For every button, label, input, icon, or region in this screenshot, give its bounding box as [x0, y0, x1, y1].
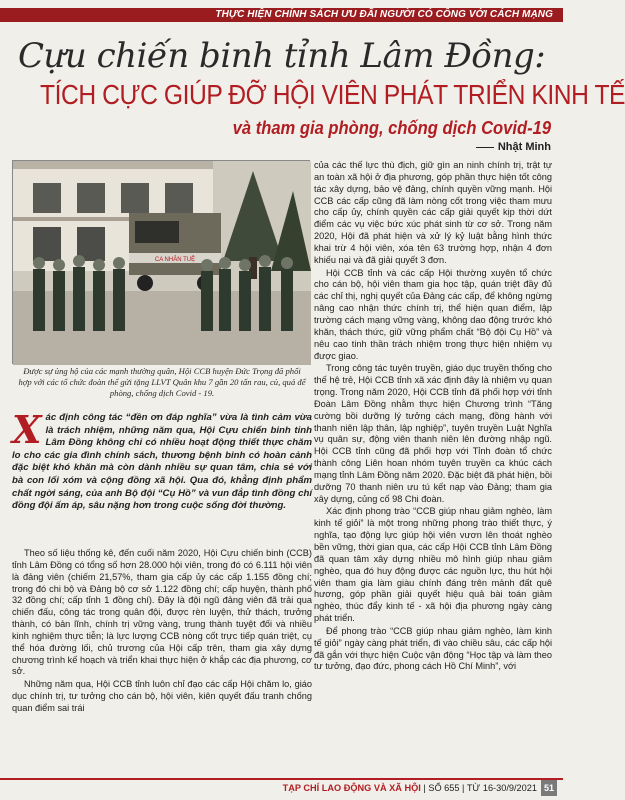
body-column-right [314, 160, 552, 674]
footer-text: TẠP CHÍ LAO ĐỘNG VÀ XÃ HỘI | SỐ 655 | TỪ 16-30/9/2021 [282, 783, 537, 793]
section-header [0, 0, 563, 26]
lead-text: ác định công tác “đền ơn đáp nghĩa” vừa là tình cảm vừa là trách nhiệm, những năm qua, Hội Cựu chiến binh tỉnh Lâm Đồng không chỉ có nhiều hoạt động thiết thực chăm lo cho các gia đình chính sách, thương bệnh binh có hoàn cảnh đặc biệt khó khăn mà còn dành nhiều sự quan tâm, chia sẻ với bà con lối xóm và cộng đồng xã hội. Qua đó, khẳng định phẩm chất ngời sáng, của anh Bộ đội “Cụ Hồ” và vun đắp tình đồng chí đồng đội ấm áp, sâu nặng hơn trong cuộc sống đời thường. [12, 412, 312, 512]
article-kicker: Cựu chiến binh tỉnh Lâm Đồng: [18, 36, 546, 76]
truck-sign-text: CA NHÂN TUỆ [154, 257, 196, 263]
page-footer [0, 775, 563, 800]
issue-info: SỐ 655 | TỪ 16-30/9/2021 [428, 783, 537, 793]
lead-dropcap: X [12, 407, 42, 452]
article-lead [12, 407, 312, 513]
body-paragraph: Xác định phong trào “CCB giúp nhau giảm nghèo, làm kinh tế giỏi” là một trong những phong trào thiết thực, ý nghĩa, tạo động lực giúp hội viên vươn lên thoát nghèo bền vững, thời gian qua, các cấp Hội CCB tỉnh Lâm Đồng đã quan tâm xây dựng nhiều mô hình giúp nhau giảm nghèo, qua đó huy động được các nguồn lực, thu hút hội viên tham gia làm giàu chính đáng trên mảnh đất quê hương, góp phần giải quyết hiệu quả bài toán giảm nghèo, thúc đẩy kinh tế - xã hội địa phương ngày càng phát triển. [314, 506, 552, 624]
section-label: THỰC HIỆN CHÍNH SÁCH ƯU ĐÃI NGƯỜI CÓ CÔNG VỚI CÁCH MẠNG [215, 9, 553, 20]
body-paragraph: Trong công tác tuyên truyền, giáo dục truyền thống cho thế hệ trẻ, Hội CCB tỉnh xã xác định đây là nhiệm vụ quan trọng. Trong năm 2020, Hội CCB tỉnh đã phối hợp với tỉnh Đoàn Lâm Đồng nhằm thực hiện Chương trình “Tăng cường bồi dưỡng lý tưởng cách mạng, đồng hành với thanh niên lập thân, lập nghiệp”, tuyên truyền Luật Nghĩa vụ quân sự, động viên thanh niên lên đường nhập ngũ. Hội CCB tỉnh cũng đã phối hợp với Tỉnh đoàn tổ chức thành công Liên hoan nhóm tuyên truyền ca khúc cách mạng tỉnh Lâm Đồng năm 2020. Đặc biệt đã phát hiện, bồi dưỡng 70 thanh niên ưu tú kết nạp vào Đảng; tham gia xây dựng, củng cố 98 Chi đoàn. [314, 363, 553, 504]
photo-illustration [13, 161, 311, 365]
article-headline: TÍCH CỰC GIÚP ĐỠ HỘI VIÊN PHÁT TRIỂN KINH TẾ [40, 79, 625, 110]
byline [476, 141, 551, 153]
byline-dash [476, 147, 494, 148]
article-photo [12, 160, 310, 364]
body-paragraph: Theo số liệu thống kê, đến cuối năm 2020, Hội Cựu chiến binh (CCB) tỉnh Lâm Đồng có tổng số hơn 28.000 hội viên, trong đó có 6.111 hội viên là đảng viên (chiếm 21,57%, tham gia cấp ủy các cấp 1.155 đồng chí; trong đó chi bộ và Đảng bộ cơ sở 1.122 đồng chí; cấp huyện, thành phố 32 đồng chí; cấp tỉnh 1 đồng chí). Đây là đội ngũ đảng viên đã trải qua chiến đấu, công tác trong quân đội, được rèn luyện, thử thách, trưởng thành, có bản lĩnh, chính trị vững vàng, trung thành tuyệt đối và nhiều kinh nghiệm thực tiễn; là lực lượng CCB nòng cốt trực tiếp quán triệt, cụ thể hóa đường lối, chủ trương của Hội cấp trên, tham gia xây dựng chương trình kế hoạch và triển khai thực hiện ở khắp các địa phương, cơ sở. [12, 548, 312, 677]
article-subhead: và tham gia phòng, chống dịch Covid-19 [232, 118, 551, 138]
body-paragraph: của các thế lực thù địch, giữ gìn an ninh chính trị, trật tự an toàn xã hội ở địa phương, góp phần thực hiện tốt công tác xây dựng, bảo vệ đảng, chính quyền vững mạnh. Hội CCB các cấp cũng đã làm nòng cốt trong việc tham mưu cho cấp ủy, chính quyền các cấp giải quyết kịp thời dứt điểm các vụ việc bức xúc phát sinh từ cơ sở. Trong năm 2020, Hội đã phát hiện và xử lý kỷ luật bằng hình thức khai trừ 4 hội viên, xóa tên 63 trường hợp, nhận 4 đơn khiếu nại và đã giải quyết 3 đơn. [314, 160, 552, 265]
body-paragraph: Những năm qua, Hội CCB tỉnh luôn chỉ đạo các cấp Hội chăm lo, giáo dục chính trị, tư tưởng cho cán bộ, hội viên, kiên quyết đấu tranh chống quan điểm sai trái [12, 679, 312, 713]
body-paragraph: Để phong trào “CCB giúp nhau giảm nghèo, làm kinh tế giỏi” ngày càng phát triển, đi vào chiều sâu, các cấp hội đã gắn với thực hiện Cuộc vận động “Học tập và làm theo tư tưởng, đạo đức, phong cách Hồ Chí Minh”, với [314, 625, 552, 672]
author-name: Nhật Minh [497, 141, 551, 153]
photo-caption: Được sự ủng hộ của các mạnh thường quân, Hội CCB huyện Đức Trọng đã phối hợp với các tổ chức đoàn thể gửi tặng LLVT Quân khu 7 gần 20 tấn rau, củ, quả để phòng, chống dịch Covid - 19. [18, 366, 306, 398]
footer-rule [0, 778, 563, 780]
body-column-left [12, 548, 312, 716]
body-paragraph: Hội CCB tỉnh và các cấp Hội thường xuyên tổ chức cho cán bộ, hội viên tham gia học tập, quán triệt đầy đủ các chỉ thị, nghị quyết của Đảng các cấp, để không ngừng nâng cao nhận thức chính trị, thể hiện quan điểm, lập trường cách mạng vững vàng, không dao động trước khó khăn, thách thức, giữ vững phẩm chất “Bộ đội Cụ Hồ” và nêu cao tinh thần trách nhiệm trong thực hiện nhiệm vụ được giao. [314, 267, 552, 361]
page-number: 51 [541, 780, 557, 796]
magazine-name: TẠP CHÍ LAO ĐỘNG VÀ XÃ HỘI [282, 783, 421, 793]
